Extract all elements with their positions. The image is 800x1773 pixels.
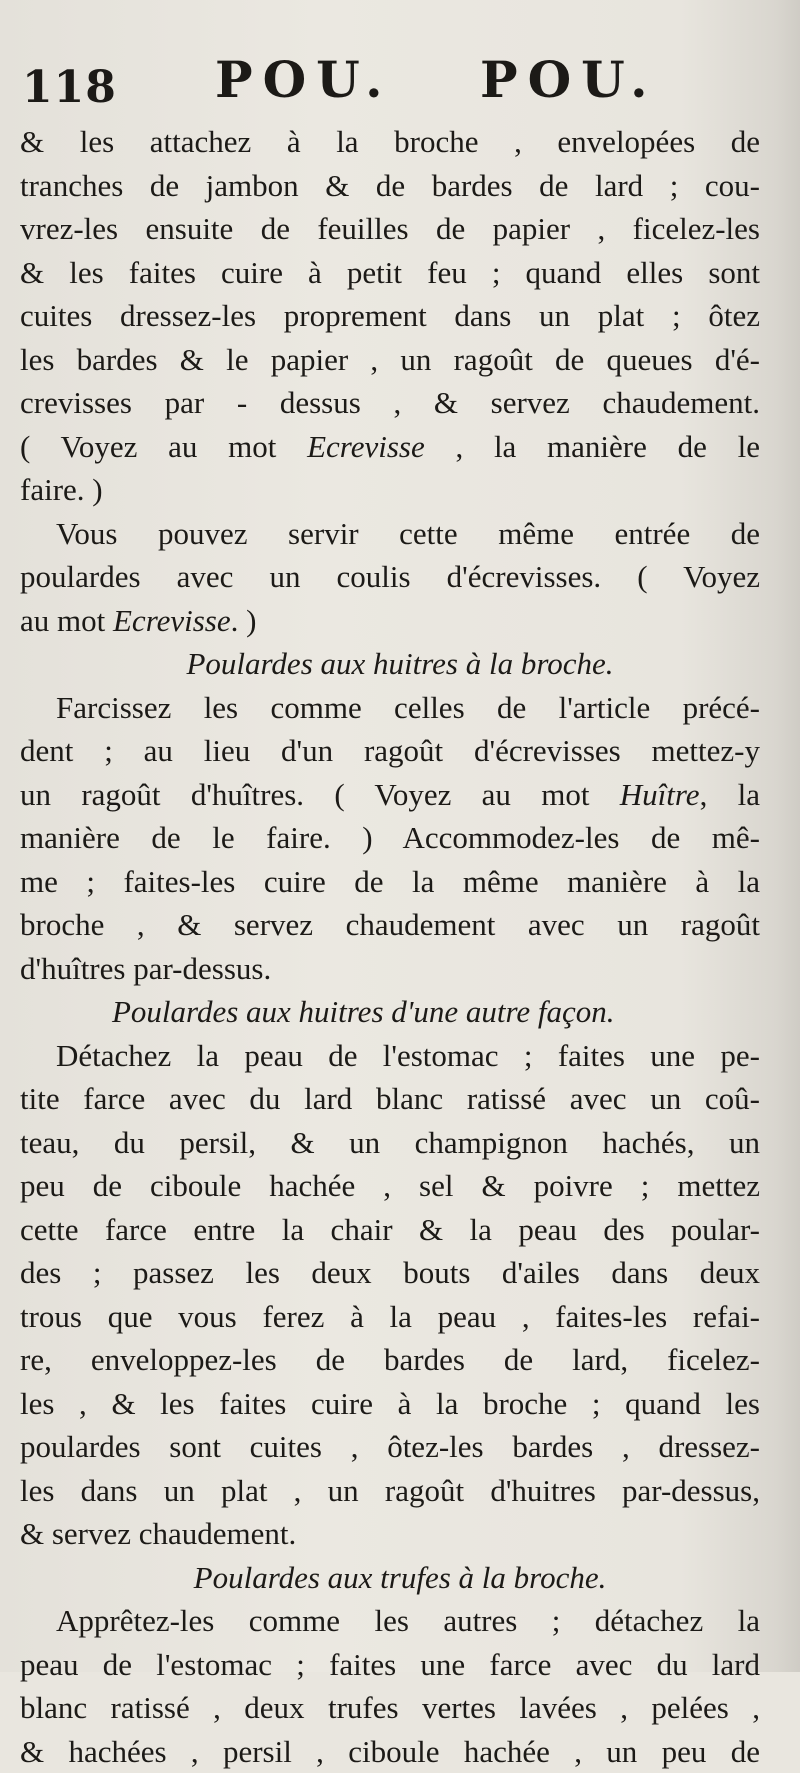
text-line: tite farce avec du lard blanc ratissé avec un coû-	[20, 1077, 760, 1121]
text-line: & les attachez à la broche , envelopées de	[20, 120, 760, 164]
text-line: tranches de jambon & de bardes de lard ; cou-	[20, 164, 760, 208]
text-line: les bardes & le papier , un ragoût de queues d'é-	[20, 338, 760, 382]
text-line: me ; faites-les cuire de la même manière à la	[20, 860, 760, 904]
text-line: Apprêtez-les comme les autres ; détachez la	[20, 1599, 760, 1643]
text-line: & servez chaudement.	[20, 1512, 760, 1556]
section-heading: Poulardes aux trufes à la broche.	[20, 1556, 760, 1600]
text-line: au mot Ecrevisse. )	[20, 599, 760, 643]
text-line: faire. )	[20, 468, 760, 512]
text-line: Farcissez les comme celles de l'article précé-	[20, 686, 760, 730]
text-line: Détachez la peau de l'estomac ; faites une pe-	[20, 1034, 760, 1078]
text-line: cuites dressez-les proprement dans un plat ; ôtez	[20, 294, 760, 338]
page-header	[20, 50, 760, 112]
text-line: vrez-les ensuite de feuilles de papier , ficelez-les	[20, 207, 760, 251]
text-line: d'huîtres par-dessus.	[20, 947, 760, 991]
text-line: poulardes sont cuites , ôtez-les bardes , dressez-	[20, 1425, 760, 1469]
text-line: re, enveloppez-les de bardes de lard, ficelez-	[20, 1338, 760, 1382]
text-line: teau, du persil, & un champignon hachés, un	[20, 1121, 760, 1165]
text-line: broche , & servez chaudement avec un ragoût	[20, 903, 760, 947]
text-line: dent ; au lieu d'un ragoût d'écrevisses mettez-y	[20, 729, 760, 773]
text-line: crevisses par - dessus , & servez chaudement.	[20, 381, 760, 425]
running-head-right: POU.	[480, 50, 658, 109]
text-line: ( Voyez au mot Ecrevisse , la manière de le	[20, 425, 760, 469]
body-text	[20, 120, 760, 1773]
text-line: trous que vous ferez à la peau , faites-les refai-	[20, 1295, 760, 1339]
section-heading: Poulardes aux huitres d'une autre façon.	[20, 990, 760, 1034]
text-line: les , & les faites cuire à la broche ; quand les	[20, 1382, 760, 1426]
section-heading: Poulardes aux huitres à la broche.	[20, 642, 760, 686]
text-line: un ragoût d'huîtres. ( Voyez au mot Huître, la	[20, 773, 760, 817]
running-head-left: POU.	[215, 50, 393, 109]
page-number: 118	[22, 62, 117, 113]
text-line: & les faites cuire à petit feu ; quand elles sont	[20, 251, 760, 295]
text-line: & hachées , persil , ciboule hachée , un peu de	[20, 1730, 760, 1773]
text-line: des ; passez les deux bouts d'ailes dans deux	[20, 1251, 760, 1295]
text-line: peau de l'estomac ; faites une farce avec du lard	[20, 1643, 760, 1687]
text-line: Vous pouvez servir cette même entrée de	[20, 512, 760, 556]
text-line: poulardes avec un coulis d'écrevisses. ( Voyez	[20, 555, 760, 599]
text-line: les dans un plat , un ragoût d'huitres par-dessus,	[20, 1469, 760, 1513]
text-line: peu de ciboule hachée , sel & poivre ; mettez	[20, 1164, 760, 1208]
text-line: cette farce entre la chair & la peau des poular-	[20, 1208, 760, 1252]
text-line: manière de le faire. ) Accommodez-les de mê-	[20, 816, 760, 860]
text-line: blanc ratissé , deux trufes vertes lavées , pelées ,	[20, 1686, 760, 1730]
